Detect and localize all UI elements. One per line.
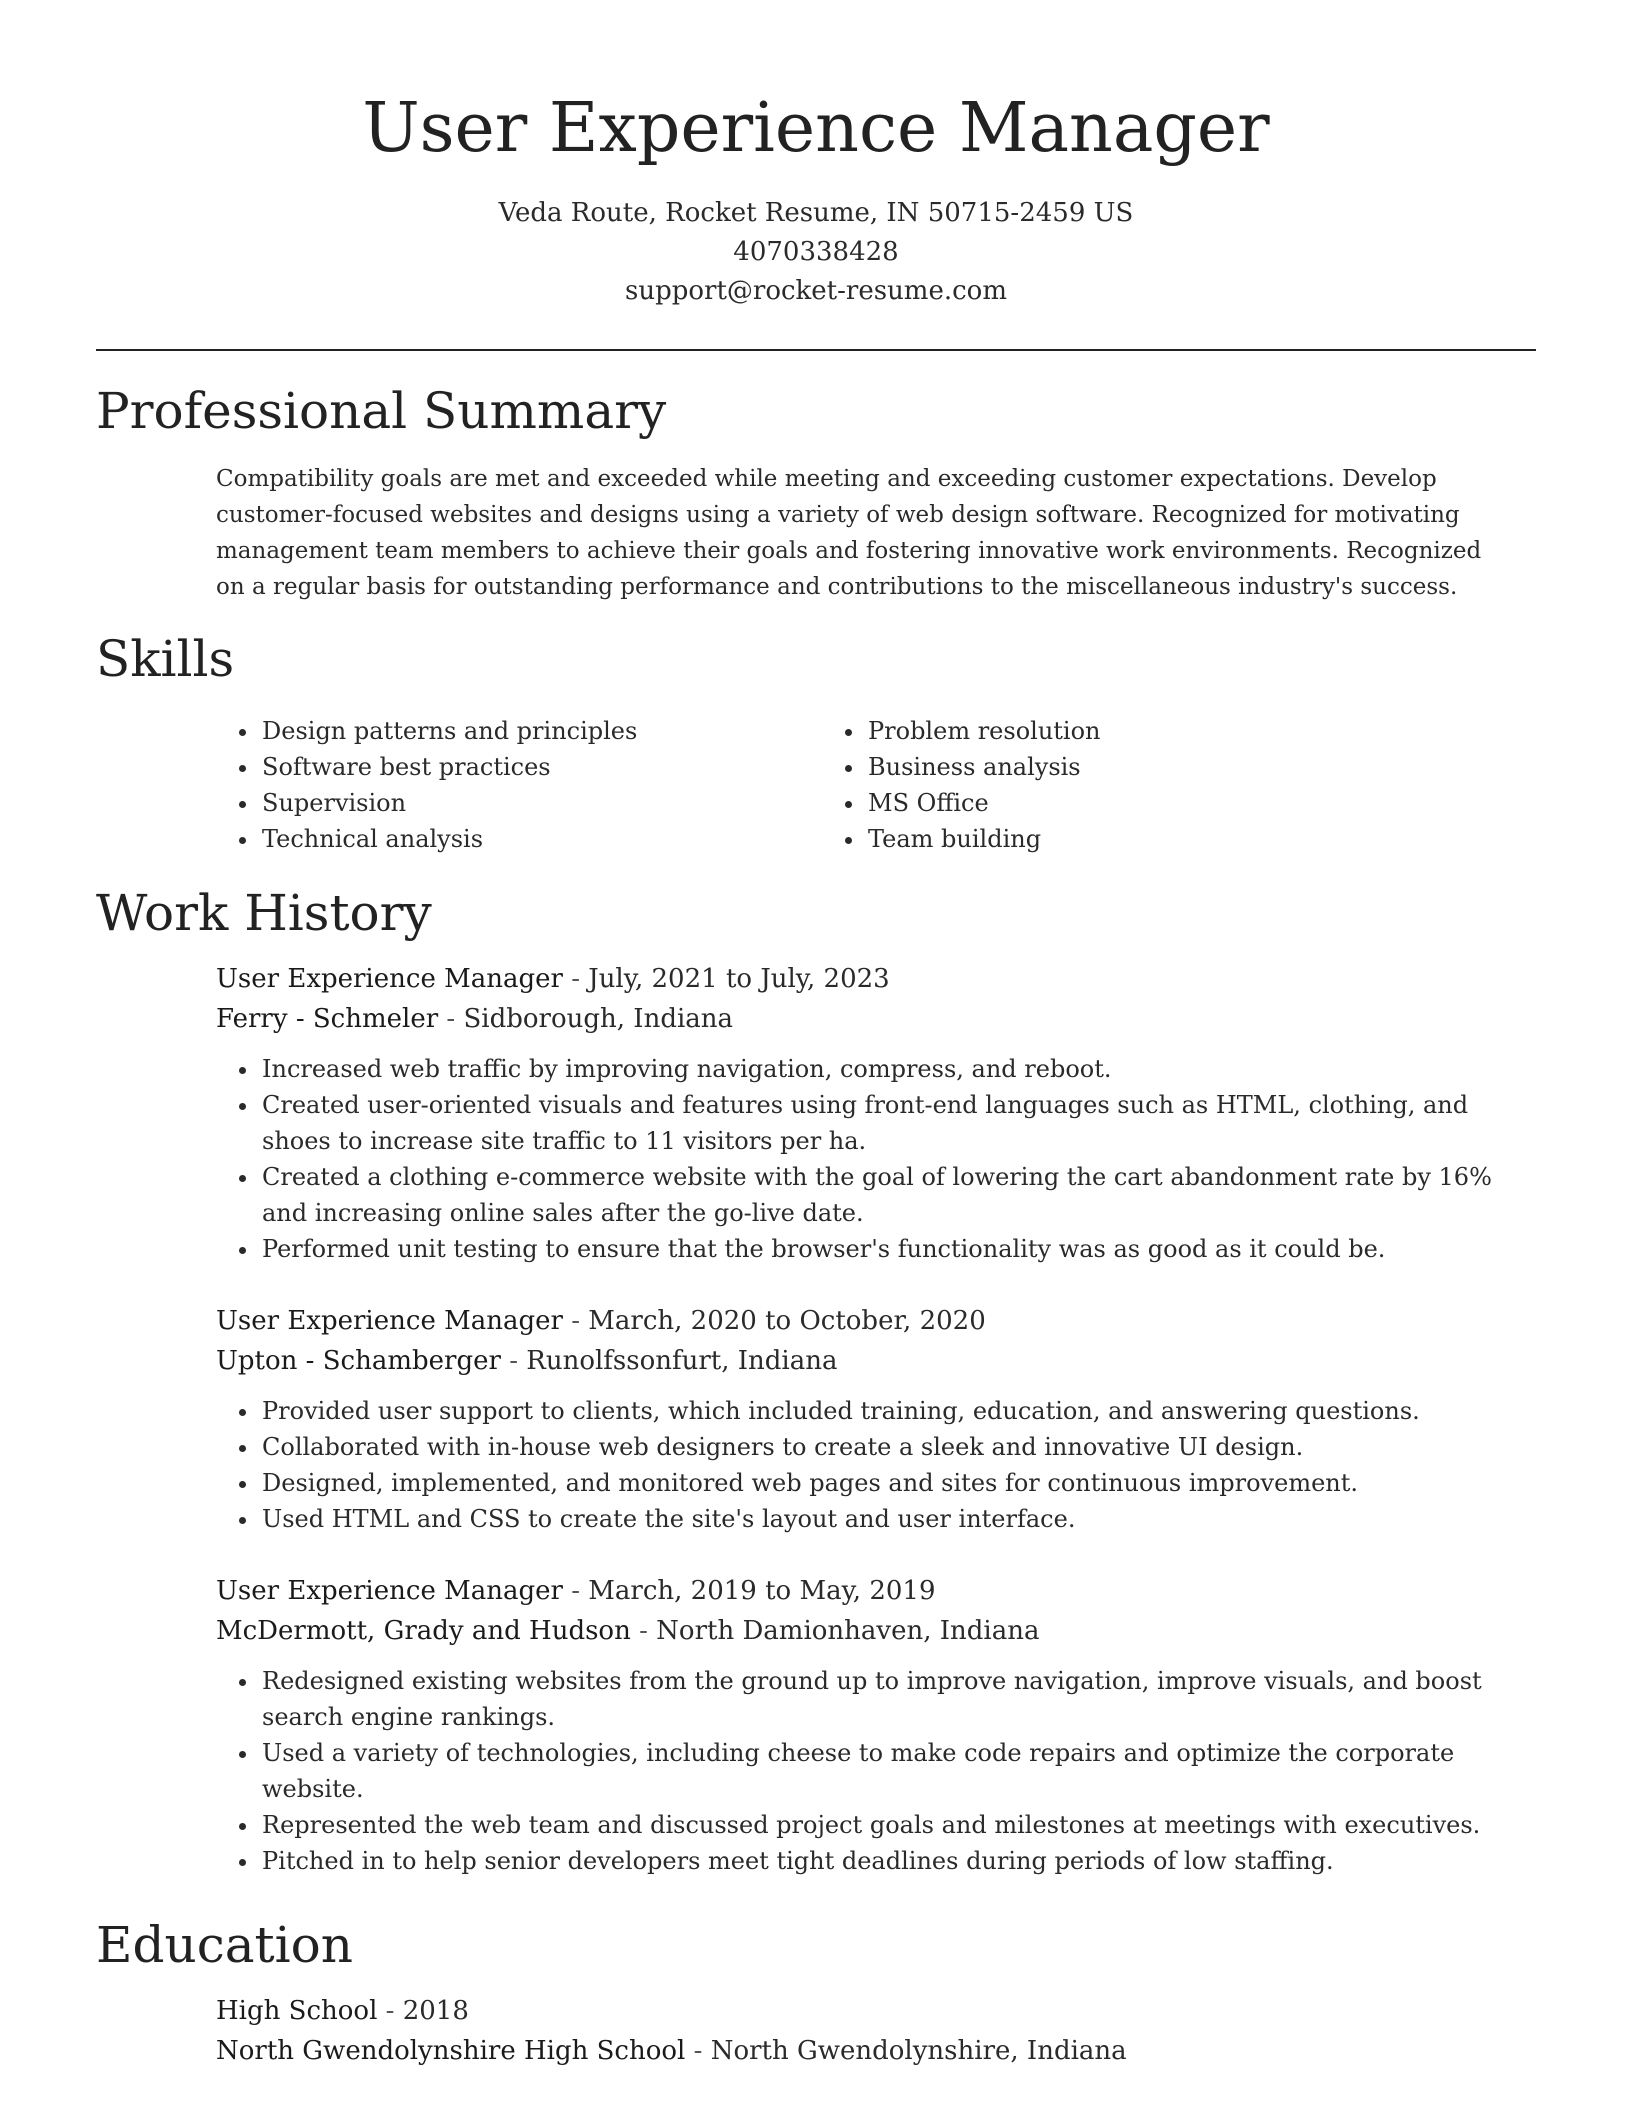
contact-phone: 4070338428 [733,237,899,267]
job-bullet: • Used a variety of technologies, including cheese to make code repairs and optimize the corporate website. [260,1735,1536,1807]
skill-item: • Business analysis [866,749,1101,785]
section-education [96,1913,1536,2071]
job-company: McDermott, Grady and Hudson [216,1616,631,1646]
job-bullet: • Designed, implemented, and monitored web pages and sites for continuous improvement. [260,1465,1536,1501]
resume-name: User Experience Manager [362,89,1270,168]
job-company-line [216,1611,1536,1651]
job-title-line [216,959,1536,999]
section-work-history [96,881,1536,1879]
job-bullet: • Redesigned existing websites from the ground up to improve navigation, improve visuals, and boost search engine rankings. [260,1663,1536,1735]
summary-text: Compatibility goals are met and exceeded while meeting and exceeding customer expectations. Develop customer-focused websites and designs using a variety of web design software. Recognized for motivating management team members to achieve their goals and fostering innovative work environments. Recognized on a regular basis for outstanding performance and contributions to the miscellaneous industry's success. [216,466,1482,600]
job-bullet: • Collaborated with in-house web designers to create a sleek and innovative UI design. [260,1429,1536,1465]
job-company-line [216,999,1536,1039]
job-title-line [216,1571,1536,1611]
job-bullet: • Used HTML and CSS to create the site's layout and user interface. [260,1501,1536,1537]
job-entry [216,1301,1536,1537]
section-title-education: Education [96,1916,353,1974]
contact-info [96,194,1536,311]
section-title-work: Work History [96,884,432,942]
job-bullet: • Represented the web team and discussed project goals and milestones at meetings with executives. [260,1807,1536,1843]
job-company: Upton - Schamberger [216,1346,501,1376]
section-summary [96,379,1536,605]
separator: - [509,1346,518,1376]
separator: - [693,2036,703,2066]
skill-item: • Design patterns and principles [260,713,822,749]
job-bullet: • Created user-oriented visuals and features using front-end languages such as HTML, clothing, and shoes to increase site traffic to 11 visitors per ha. [260,1087,1536,1159]
job-entry [216,959,1536,1267]
job-bullets [216,1663,1536,1879]
skill-item: • Problem resolution [866,713,1101,749]
education-degree: High School [216,1996,378,2026]
education-school-line [216,2031,1536,2071]
job-bullet: • Created a clothing e-commerce website with the goal of lowering the cart abandonment rate by 16% and increasing online sales after the go-live date. [260,1159,1536,1231]
job-location: Sidborough, Indiana [463,1004,734,1034]
skill-item: • Software best practices [260,749,822,785]
job-bullet: • Pitched in to help senior developers meet tight deadlines during periods of low staffing. [260,1843,1536,1879]
job-role: User Experience Manager [216,964,563,994]
job-bullets [216,1051,1536,1267]
skills-list-left [216,713,822,857]
job-entry [216,1571,1536,1879]
separator: - [446,1004,456,1034]
contact-address: Veda Route, Rocket Resume, IN 50715-2459 US [498,198,1134,228]
skill-item: • Team building [866,821,1101,857]
separator: - [639,1616,648,1646]
job-location: North Damionhaven, Indiana [656,1616,1040,1646]
job-dates: July, 2021 to July, 2023 [588,964,890,994]
skill-item: • MS Office [866,785,1101,821]
separator: - [571,964,580,994]
job-bullets [216,1393,1536,1537]
separator: - [571,1306,580,1336]
education-location: North Gwendolynshire, Indiana [710,2036,1127,2066]
job-dates: March, 2020 to October, 2020 [588,1306,986,1336]
section-skills [96,627,1536,857]
education-year: 2018 [402,1996,469,2026]
job-title-line [216,1301,1536,1341]
job-dates: March, 2019 to May, 2019 [588,1576,936,1606]
job-location: Runolfssonfurt, Indiana [526,1346,838,1376]
separator: - [571,1576,580,1606]
skills-list-right [822,713,1101,857]
education-degree-line [216,1991,1536,2031]
job-role: User Experience Manager [216,1306,563,1336]
section-title-summary: Professional Summary [96,382,667,440]
separator: - [385,1996,395,2026]
job-role: User Experience Manager [216,1576,563,1606]
job-company: Ferry - Schmeler [216,1004,439,1034]
contact-email: support@rocket-resume.com [624,276,1007,306]
job-bullet: • Increased web traffic by improving navigation, compress, and reboot. [260,1051,1536,1087]
header-divider [96,349,1536,351]
section-title-skills: Skills [96,630,235,688]
skill-item: • Technical analysis [260,821,822,857]
job-bullet: • Performed unit testing to ensure that the browser's functionality was as good as it could be. [260,1231,1536,1267]
skill-item: • Supervision [260,785,822,821]
resume-header [96,0,1536,311]
job-bullet: • Provided user support to clients, which included training, education, and answering questions. [260,1393,1536,1429]
education-school: North Gwendolynshire High School [216,2036,686,2066]
job-company-line [216,1341,1536,1381]
education-entry [216,1991,1536,2071]
skills-columns [216,713,1536,857]
